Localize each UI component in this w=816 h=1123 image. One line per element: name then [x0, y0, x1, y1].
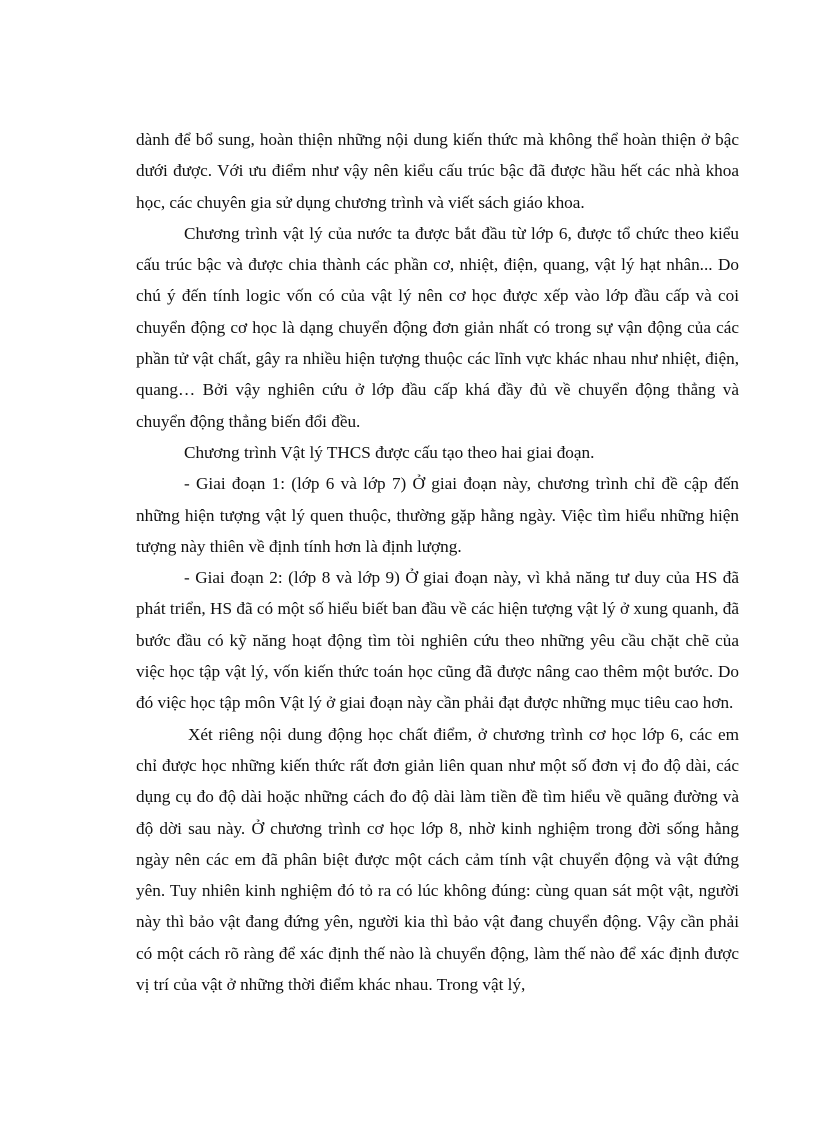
paragraph-continuation: dành để bổ sung, hoàn thiện những nội dung kiến thức mà không thể hoàn thiện ở bậc dưới được. Với ưu điểm như vậy nên kiểu cấu trúc bậc đã được hầu hết các nhà khoa học, các chuyên gia sử dụng chương trình và viết sách giáo khoa.: [136, 130, 739, 212]
document-page: [136, 124, 739, 1000]
paragraph-program-structure: Chương trình vật lý của nước ta được bắt đầu từ lớp 6, được tổ chức theo kiểu cấu trúc bậc và được chia thành các phần cơ, nhiệt, điện, quang, vật lý hạt nhân... Do chú ý đến tính logic vốn có của vật lý nên cơ học được xếp vào lớp đầu cấp và coi chuyển động cơ học là dạng chuyển động đơn giản nhất có trong sự vận động của các phần tử vật chất, gây ra nhiều hiện tượng thuộc các lĩnh vực khác nhau như nhiệt, điện, quang… Bởi vậy nghiên cứu ở lớp đầu cấp khá đầy đủ về chuyển động thẳng và chuyển động thẳng biến đổi đều.: [136, 223, 739, 431]
paragraph-stage-2: - Giai đoạn 2: (lớp 8 và lớp 9) Ở giai đoạn này, vì khả năng tư duy của HS đã phát triển, HS đã có một số hiểu biết ban đầu về các hiện tượng vật lý ở xung quanh, đã bước đầu có kỹ năng hoạt động tìm tòi nghiên cứu theo những yêu cầu chặt chẽ của việc học tập vật lý, vốn kiến thức toán học cũng đã được nâng cao thêm một bước. Do đó việc học tập môn Vật lý ở giai đoạn này cần phải đạt được những mục tiêu cao hơn.: [136, 568, 739, 713]
paragraph-kinematics: Xét riêng nội dung động học chất điểm, ở chương trình cơ học lớp 6, các em chỉ được học những kiến thức rất đơn giản liên quan như một số đơn vị đo độ dài, các dụng cụ đo độ dài hoặc những cách đo độ dài làm tiền đề tìm hiểu về quãng đường và độ dời sau này. Ở chương trình cơ học lớp 8, nhờ kinh nghiệm trong đời sống hằng ngày nên các em đã phân biệt được một cách cảm tính vật chuyển động và vật đứng yên. Tuy nhiên kinh nghiệm đó tỏ ra có lúc không đúng: cùng quan sát một vật, người này thì bảo vật đang đứng yên, người kia thì bảo vật đang chuyển động. Vậy cần phải có một cách rõ ràng để xác định thế nào là chuyển động, làm thế nào để xác định được vị trí của vật ở những thời điểm khác nhau. Trong vật lý,: [136, 724, 739, 995]
paragraph-stage-1: - Giai đoạn 1: (lớp 6 và lớp 7) Ở giai đoạn này, chương trình chỉ đề cập đến những hiện tượng vật lý quen thuộc, thường gặp hằng ngày. Việc tìm hiểu những hiện tượng này thiên về định tính hơn là định lượng.: [136, 474, 739, 556]
paragraph-two-stages: Chương trình Vật lý THCS được cấu tạo theo hai giai đoạn.: [184, 442, 595, 462]
